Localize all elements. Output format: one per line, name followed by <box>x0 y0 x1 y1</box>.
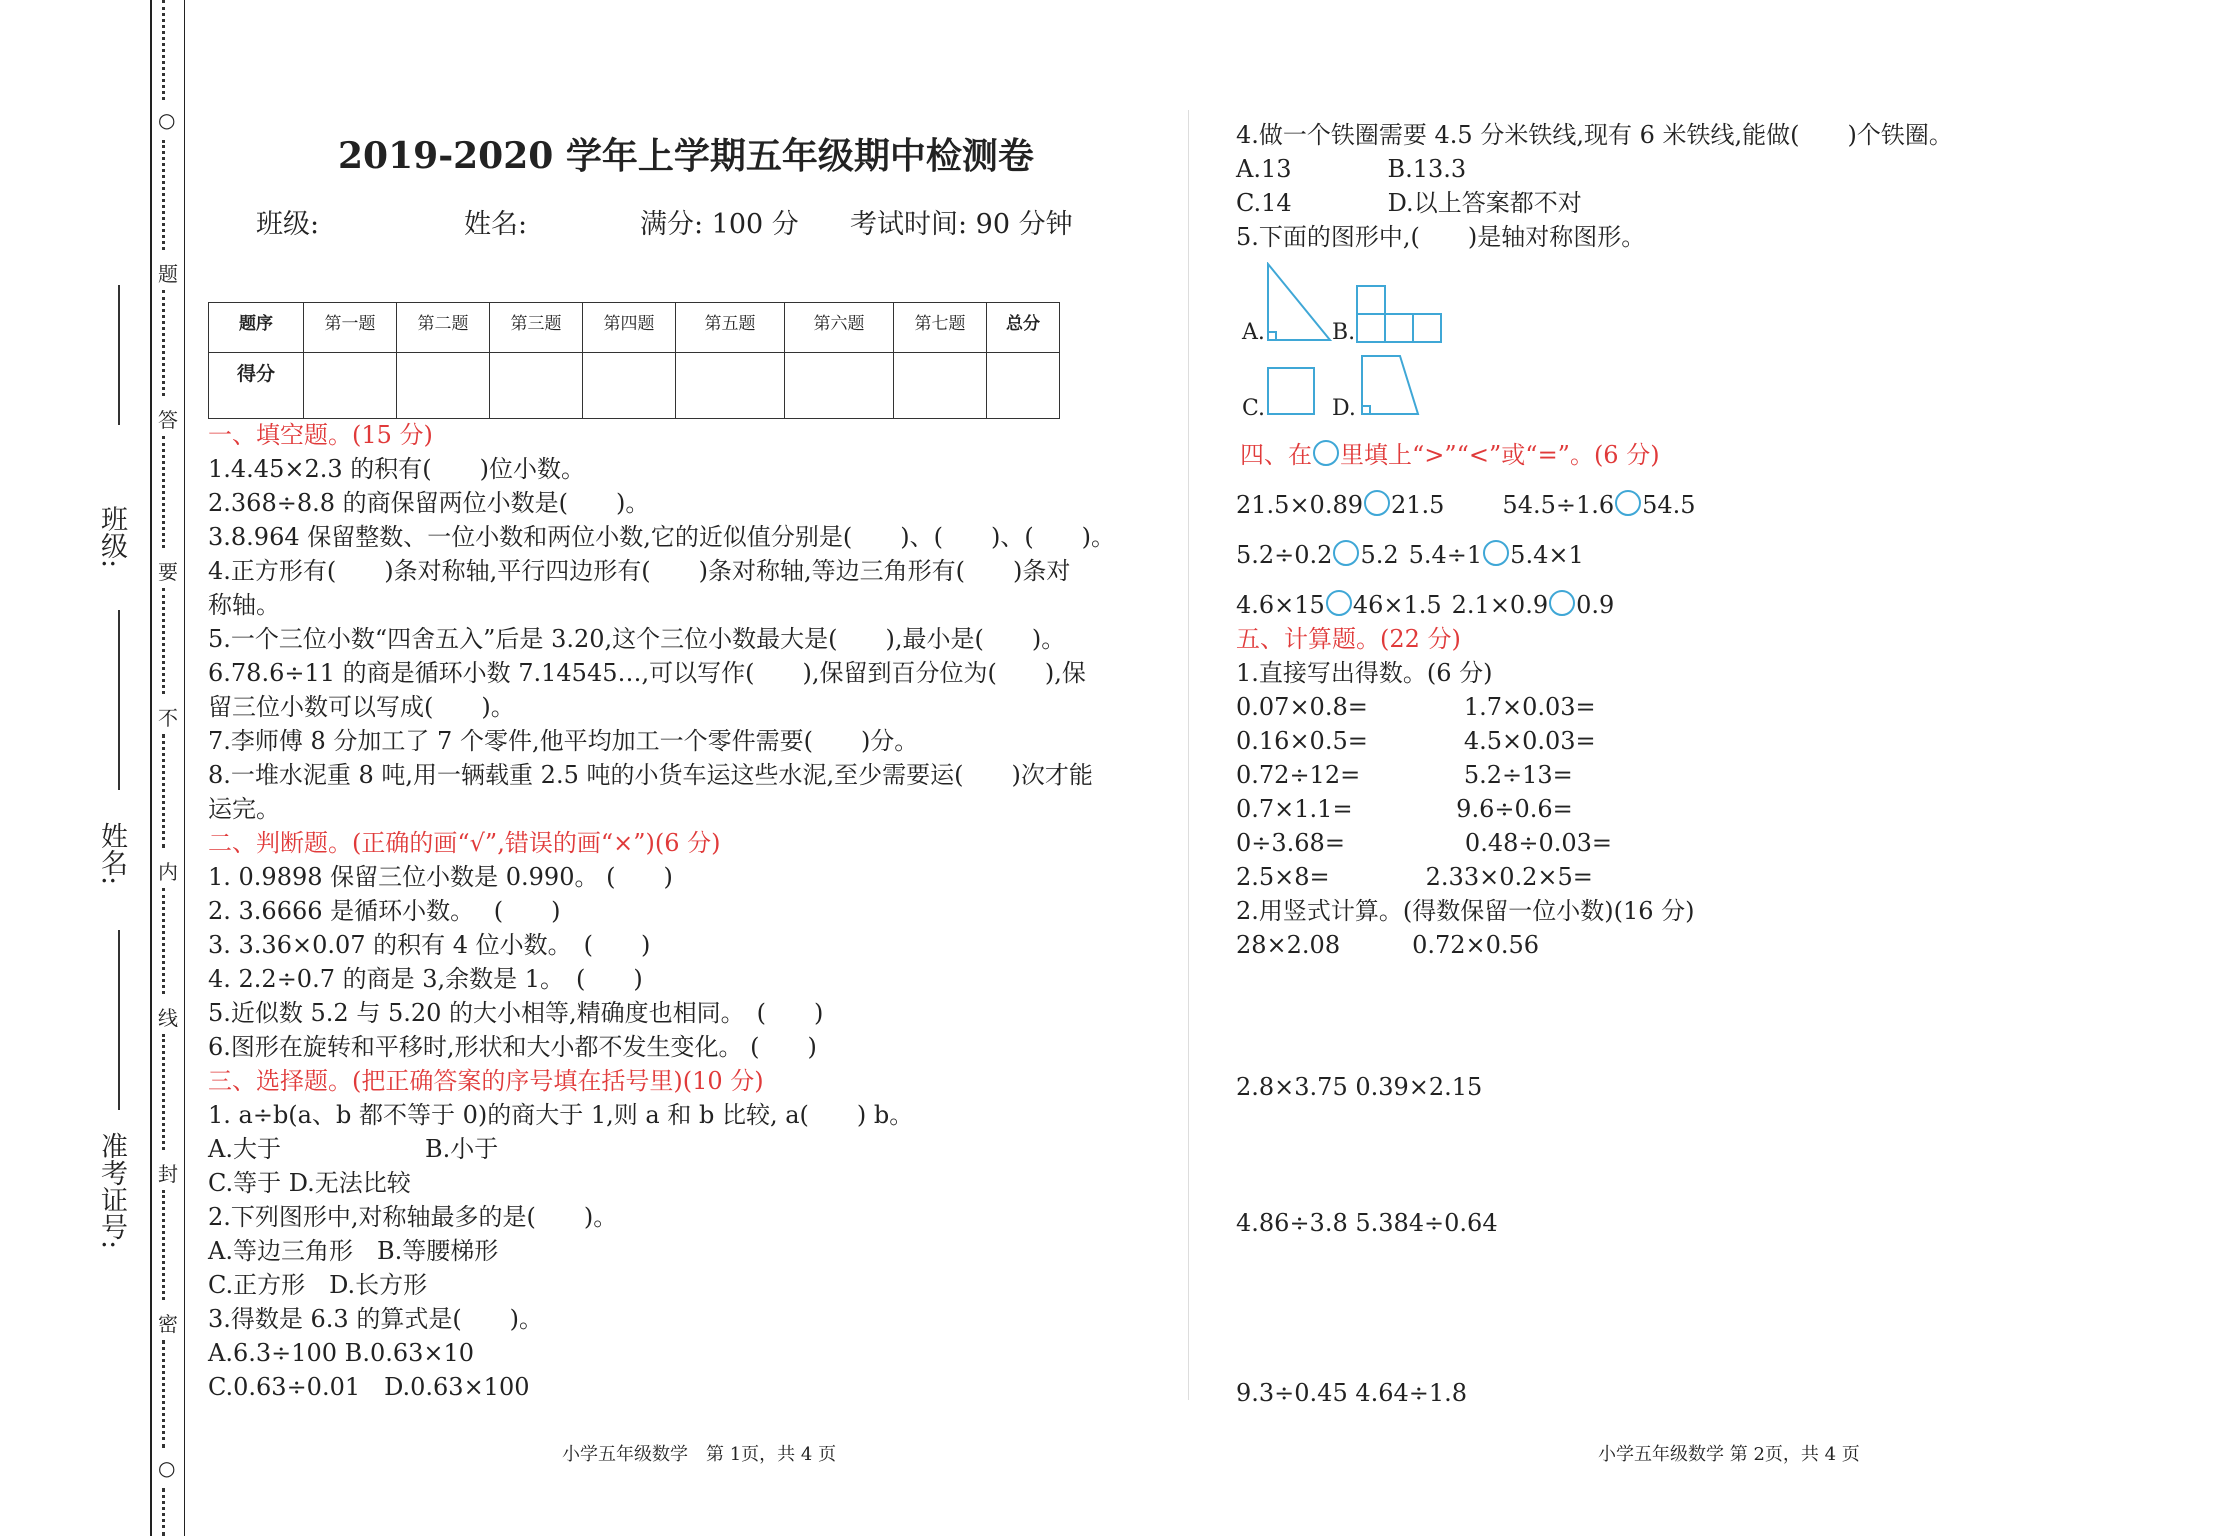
table-header-cell: 第七题 <box>894 303 987 353</box>
score-table <box>208 302 1060 419</box>
question-line: 7.李师傅 8 分加工了 7 个零件,他平均加工一个零件需要( )分。 <box>208 727 919 755</box>
compare-circle-icon[interactable] <box>1483 540 1509 566</box>
figure-cross-shape <box>1357 314 1385 342</box>
seal-char: 内 <box>158 860 178 884</box>
name-label: 姓名: <box>464 209 528 240</box>
score-row-label: 得分 <box>209 353 304 419</box>
compare-expr: 5.2÷0.2 <box>1236 541 1333 569</box>
question-line: 3. 3.36×0.07 的积有 4 位小数。 ( ) <box>208 931 651 959</box>
compare-expr: 5.2 <box>1360 541 1399 569</box>
question-line: 8.一堆水泥重 8 吨,用一辆载重 2.5 吨的小货车运这些水泥,至少需要运( )次才能 <box>208 761 1093 789</box>
figure-cross-shape <box>1385 314 1413 342</box>
question-line: 3.8.964 保留整数、一位小数和两位小数,它的近似值分别是( )、( )、( )。 <box>208 523 1116 551</box>
compare-expr: 2.1×0.9 <box>1451 591 1549 619</box>
question-line: 1.4.45×2.3 的积有( )位小数。 <box>208 455 585 483</box>
compare-expr: 46×1.5 <box>1352 591 1442 619</box>
seal-char: 密 <box>158 1312 178 1336</box>
dotted-leader <box>162 588 169 694</box>
score-cell[interactable] <box>304 353 397 419</box>
compare-row <box>1236 538 1584 572</box>
question-line: 2.5×8= 2.33×0.2×5= <box>1236 863 1593 891</box>
dotted-leader <box>162 0 169 100</box>
question-line: 6.图形在旋转和平移时,形状和大小都不发生变化。 ( ) <box>208 1033 817 1061</box>
footer-right: 小学五年级数学 第 2页，共 4 页 <box>1598 1444 1860 1465</box>
dotted-leader <box>162 1340 169 1448</box>
score-cell[interactable] <box>490 353 583 419</box>
question-line: 3.得数是 6.3 的算式是( )。 <box>208 1305 544 1333</box>
exam-time: 考试时间: 90 分钟 <box>850 209 1073 240</box>
question-line: 2. 3.6666 是循环小数。 ( ) <box>208 897 561 925</box>
compare-expr: 5.4÷1 <box>1408 541 1483 569</box>
page-divider <box>1188 110 1189 1400</box>
compare-expr: 0.9 <box>1576 591 1615 619</box>
figure-label-c: C. <box>1242 396 1266 421</box>
field-line <box>118 610 120 790</box>
figure-label-d: D. <box>1332 396 1356 421</box>
section4-title-post: 里填上“>”“<”或“=”。(6 分) <box>1340 441 1660 469</box>
binding-circle-icon: ○ <box>158 1456 176 1480</box>
compare-expr: 54.5÷1.6 <box>1502 491 1615 519</box>
question-line: 1.直接写出得数。(6 分) <box>1236 659 1493 687</box>
question-line: A.大于 B.小于 <box>208 1135 499 1163</box>
table-header-cell: 第二题 <box>397 303 490 353</box>
compare-circle-icon[interactable] <box>1326 590 1352 616</box>
score-cell[interactable] <box>785 353 894 419</box>
question-line: 2.368÷8.8 的商保留两位小数是( )。 <box>208 489 650 517</box>
figure-label-a: A. <box>1242 320 1265 345</box>
question-line: 0.72÷12= 5.2÷13= <box>1236 761 1573 789</box>
binding-line-left <box>150 0 152 1536</box>
figure-cross-shape <box>1413 314 1441 342</box>
score-cell[interactable] <box>583 353 676 419</box>
compare-row <box>1236 488 1696 522</box>
question-line: A.等边三角形 B.等腰梯形 <box>208 1237 499 1265</box>
vertical-calc-item: 4.86÷3.8 5.384÷0.64 <box>1236 1209 1498 1237</box>
compare-expr: 5.4×1 <box>1510 541 1584 569</box>
question-line: 0.07×0.8= 1.7×0.03= <box>1236 693 1596 721</box>
score-cell[interactable] <box>987 353 1060 419</box>
dotted-leader <box>162 888 169 994</box>
question-line: 5.一个三位小数“四舍五入”后是 3.20,这个三位小数最大是( ),最小是( )。 <box>208 625 1066 653</box>
section-title: 二、判断题。(正确的画“√”,错误的画“×”)(6 分) <box>208 829 721 857</box>
dotted-leader <box>162 436 169 548</box>
score-cell[interactable] <box>894 353 987 419</box>
section-title: 一、填空题。(15 分) <box>208 421 433 449</box>
question-line: 6.78.6÷11 的商是循环小数 7.14545…,可以写作( ),保留到百分位为( ),保 <box>208 659 1086 687</box>
dotted-leader <box>162 1190 169 1300</box>
dotted-leader <box>162 140 169 250</box>
figure-square <box>1268 368 1314 414</box>
compare-expr: 54.5 <box>1642 491 1696 519</box>
question-line: 1. a÷b(a、b 都不等于 0)的商大于 1,则 a 和 b 比较, a( ) b。 <box>208 1101 914 1129</box>
vertical-calc-item: 2.8×3.75 0.39×2.15 <box>1236 1073 1483 1101</box>
table-header-cell: 题序 <box>209 303 304 353</box>
symmetry-figures <box>1260 262 1450 422</box>
section-title: 三、选择题。(把正确答案的序号填在括号里)(10 分) <box>208 1067 764 1095</box>
question-line: 4. 2.2÷0.7 的商是 3,余数是 1。 ( ) <box>208 965 643 993</box>
question-line: 称轴。 <box>208 591 280 619</box>
score-table-header-row <box>209 303 1060 353</box>
seal-char: 不 <box>158 706 178 730</box>
seal-char: 答 <box>158 408 178 432</box>
question-line: 运完。 <box>208 795 280 823</box>
dotted-leader <box>162 1488 169 1536</box>
right-angle-mark <box>1362 406 1370 414</box>
seal-char: 题 <box>158 262 178 286</box>
question-line: C.0.63÷0.01 D.0.63×100 <box>208 1373 530 1401</box>
section4-title-pre: 四、在 <box>1240 441 1312 469</box>
side-field-class: 班级: <box>96 505 127 569</box>
vertical-calc-item: 9.3÷0.45 4.64÷1.8 <box>1236 1379 1468 1407</box>
field-line <box>118 930 120 1110</box>
table-header-cell: 第一题 <box>304 303 397 353</box>
question-line: 4.正方形有( )条对称轴,平行四边形有( )条对称轴,等边三角形有( )条对 <box>208 557 1071 585</box>
question-line: C.等于 D.无法比较 <box>208 1169 411 1197</box>
question-line: C.14 D.以上答案都不对 <box>1236 189 1582 217</box>
side-field-name: 姓名: <box>96 822 127 886</box>
dotted-leader <box>162 1034 169 1150</box>
footer-left: 小学五年级数学 第 1页，共 4 页 <box>562 1444 837 1465</box>
question-line: 5.下面的图形中,( )是轴对称图形。 <box>1236 223 1646 251</box>
table-header-cell: 第四题 <box>583 303 676 353</box>
question-line: 28×2.08 0.72×0.56 <box>1236 931 1540 959</box>
section4-title <box>1240 438 1660 472</box>
figure-label-b: B. <box>1332 320 1356 345</box>
compare-expr: 21.5×0.89 <box>1236 491 1363 519</box>
question-line: 2.下列图形中,对称轴最多的是( )。 <box>208 1203 618 1231</box>
question-line: 0÷3.68= 0.48÷0.03= <box>1236 829 1613 857</box>
table-header-cell: 第五题 <box>676 303 785 353</box>
dotted-leader <box>162 290 169 396</box>
question-line: A.13 B.13.3 <box>1236 155 1467 183</box>
compare-circle-icon[interactable] <box>1364 490 1390 516</box>
compare-expr: 21.5 <box>1390 491 1445 519</box>
seal-char: 封 <box>158 1162 178 1186</box>
seal-char: 线 <box>158 1006 178 1030</box>
compare-circle-icon[interactable] <box>1549 590 1575 616</box>
field-line <box>118 285 120 425</box>
compare-circle-icon[interactable] <box>1333 540 1359 566</box>
side-field-exam-id: 准考证号: <box>96 1132 127 1250</box>
compare-expr: 4.6×15 <box>1236 591 1325 619</box>
section-title: 五、计算题。(22 分) <box>1236 625 1461 653</box>
binding-circle-icon: ○ <box>158 108 176 132</box>
question-line: 4.做一个铁圈需要 4.5 分米铁线,现有 6 米铁线,能做( )个铁圈。 <box>1236 121 1953 149</box>
question-line: C.正方形 D.长方形 <box>208 1271 428 1299</box>
exam-title: 2019-2020 学年上学期五年级期中检测卷 <box>338 135 1034 177</box>
table-header-cell: 第六题 <box>785 303 894 353</box>
question-line: 1. 0.9898 保留三位小数是 0.990。 ( ) <box>208 863 673 891</box>
question-line: 0.16×0.5= 4.5×0.03= <box>1236 727 1596 755</box>
class-label: 班级: <box>256 209 320 240</box>
question-line: 0.7×1.1= 9.6÷0.6= <box>1236 795 1573 823</box>
binding-line-right <box>184 0 185 1536</box>
question-line: 2.用竖式计算。(得数保留一位小数)(16 分) <box>1236 897 1695 925</box>
compare-row <box>1236 588 1614 622</box>
figure-cross-shape <box>1357 286 1385 314</box>
question-line: 5.近似数 5.2 与 5.20 的大小相等,精确度也相同。 ( ) <box>208 999 824 1027</box>
figure-right-triangle <box>1268 264 1330 340</box>
seal-char: 要 <box>158 560 178 584</box>
full-score: 满分: 100 分 <box>640 209 799 240</box>
score-cell[interactable] <box>676 353 785 419</box>
question-line: 留三位小数可以写成( )。 <box>208 693 515 721</box>
right-angle-mark <box>1268 332 1276 340</box>
table-header-cell: 总分 <box>987 303 1060 353</box>
score-cell[interactable] <box>397 353 490 419</box>
compare-circle-icon[interactable] <box>1615 490 1641 516</box>
compare-circle-icon <box>1313 440 1339 466</box>
table-header-cell: 第三题 <box>490 303 583 353</box>
dotted-leader <box>162 734 169 848</box>
question-line: A.6.3÷100 B.0.63×10 <box>208 1339 475 1367</box>
score-table-row <box>209 353 1060 419</box>
